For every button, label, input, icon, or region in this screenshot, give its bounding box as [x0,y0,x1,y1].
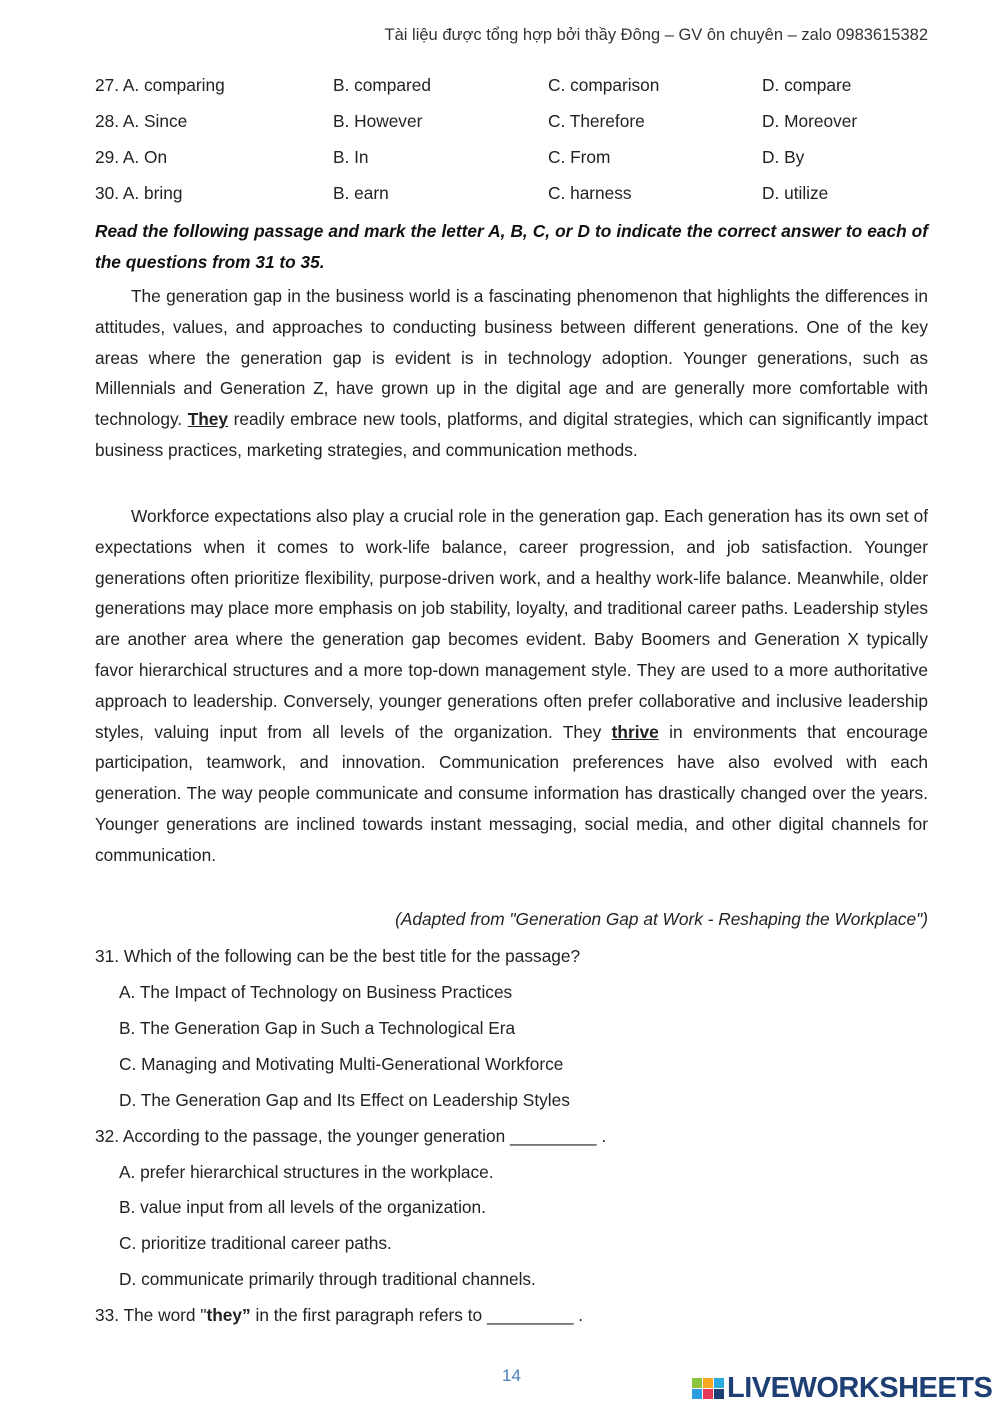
logo-text: LIVEWORKSHEETS [727,1372,993,1404]
option-b: B. However [333,111,423,131]
instruction: Read the following passage and mark the letter A, B, C, or D to indicate the correct answer to each of the questions from 31 to 35. [95,221,928,272]
text: readily embrace new tools, platforms, and digital strategies, which can significantly impact business practices, marketing strategies, and communication methods. [95,409,928,460]
option-a: 29. A. On [95,147,168,167]
q32-option-c: C. prioritize traditional career paths. [119,1233,392,1253]
logo-tiles-icon [692,1378,724,1399]
q31-option-a: A. The Impact of Technology on Business Practices [119,982,513,1002]
question-33 [95,1305,583,1326]
option-c: C. From [548,147,611,167]
highlighted-word: thrive [611,721,659,742]
option-b: B. earn [333,183,389,203]
option-a: 30. A. bring [95,183,183,203]
text: in environments that encourage participation, teamwork, and innovation. Communication preferences have also evolved with each generation. The way people communicate and consume information has drastically changed over the years. Younger generations are inclined towards instant messaging, social media, and other digital channels for communication. [95,721,928,865]
answer-row-29 [95,147,928,171]
liveworksheets-logo [692,1372,992,1405]
option-d: D. By [762,147,805,167]
option-c: C. harness [548,183,632,203]
bold-word: they” [206,1305,251,1325]
answer-row-28 [95,111,928,135]
question-32: 32. According to the passage, the younger generation _________ . [95,1126,607,1146]
q32-option-b: B. value input from all levels of the organization. [119,1197,486,1217]
option-c: C. comparison [548,75,660,95]
option-b: B. In [333,147,369,167]
highlighted-word: They [187,409,229,430]
option-a: 27. A. comparing [95,75,225,95]
answer-row-30 [95,183,928,207]
option-a: 28. A. Since [95,111,188,131]
option-d: D. Moreover [762,111,858,131]
source-citation: (Adapted from "Generation Gap at Work - Reshaping the Workplace") [395,909,928,929]
option-c: C. Therefore [548,111,645,131]
q32-option-a: A. prefer hierarchical structures in the workplace. [119,1162,494,1182]
passage-paragraph-2 [95,501,928,871]
q31-option-b: B. The Generation Gap in Such a Technological Era [119,1018,516,1038]
option-d: D. compare [762,75,852,95]
text: Workforce expectations also play a crucial role in the generation gap. Each generation has its own set of expectations when it comes to work-life balance, career progression, and job satisfaction. Younger generations often prioritize flexibility, purpose-driven work, and a healthy work-life balance. Meanwhile, older generations may place more emphasis on job stability, loyalty, and traditional career paths. Leadership styles are another area where the generation gap becomes evident. Baby Boomers and Generation X typically favor hierarchical structures and a more top-down management style. They are used to a more authoritative approach to leadership. Conversely, younger generations often prefer collaborative and inclusive leadership styles, valuing input from all levels of the organization. They [95,506,928,742]
text: 33. The word " [95,1305,207,1325]
page-number: 14 [502,1366,521,1385]
passage-paragraph-1 [95,281,928,466]
q31-option-d: D. The Generation Gap and Its Effect on Leadership Styles [119,1090,570,1110]
q31-option-c: C. Managing and Motivating Multi-Generational Workforce [119,1054,564,1074]
question-31: 31. Which of the following can be the best title for the passage? [95,946,581,966]
q32-option-d: D. communicate primarily through traditional channels. [119,1269,536,1289]
text: in the first paragraph refers to _________ . [250,1305,584,1325]
text: The generation gap in the business world is a fascinating phenomenon that highlights the differences in attitudes, values, and approaches to conducting business between different generations. One of the key areas where the generation gap is evident is in technology adoption. Younger generations, such as Millennials and Generation Z, have grown up in the digital age and are generally more comfortable with technology. [95,286,928,430]
answer-row-27 [95,75,928,99]
page-header: Tài liệu được tổng hợp bởi thầy Đông – GV ôn chuyên – zalo 0983615382 [384,26,928,44]
option-d: D. utilize [762,183,829,203]
option-b: B. compared [333,75,431,95]
